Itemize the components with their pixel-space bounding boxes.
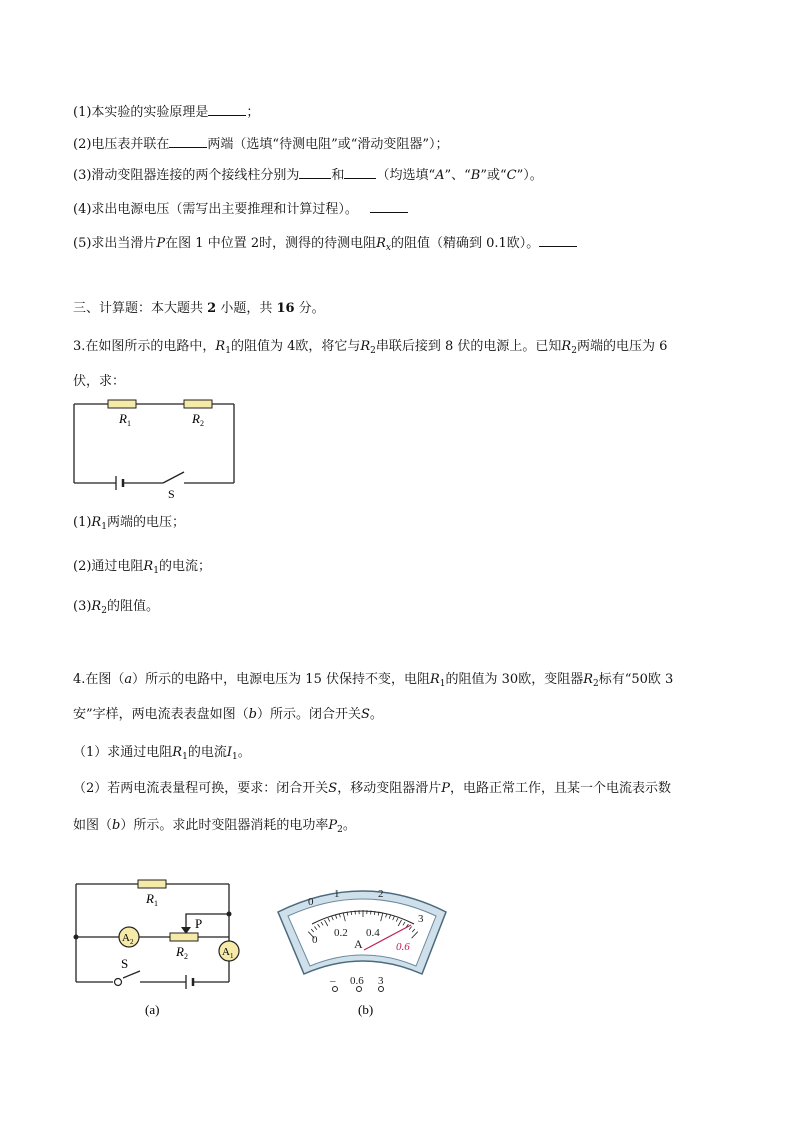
tick-top-3: 3 bbox=[418, 913, 424, 925]
answer-blank bbox=[169, 135, 207, 148]
tick-bottom-06: 0.6 bbox=[396, 941, 410, 953]
q2-part3: (3)滑动变阻器连接的两个接线柱分别为 和 （均选填“A”、“B”或“C”）。 bbox=[73, 168, 543, 183]
label-slider-p: P bbox=[195, 916, 203, 931]
q4-sub2-line1: （2）若两电流表量程可换，要求：闭合开关S，移动变阻器滑片P，电路正常工作，且某一个电流表示数 bbox=[73, 781, 671, 796]
q2-part5: (5)求出当滑片P在图 1 中位置 2时，测得的待测电阻$R_x$的阻值（精确到 0.1欧）。 bbox=[73, 234, 577, 257]
answer-blank bbox=[344, 166, 376, 179]
tick-bottom-02: 0.2 bbox=[334, 927, 348, 939]
section-3-header: 三、计算题：本大题共 2 小题，共 16 分。 bbox=[73, 301, 325, 316]
terminal-06 bbox=[357, 987, 362, 992]
q3-sub3: $(3)R_2$的阻值。 bbox=[73, 599, 159, 616]
label-r2: $R_2$ bbox=[192, 411, 204, 428]
terminal-label-neg: – bbox=[330, 975, 336, 987]
tick-top-0: 0 bbox=[308, 896, 314, 908]
rheostat-r2 bbox=[170, 933, 198, 941]
switch-contact bbox=[115, 979, 122, 986]
terminal-label-06: 0.6 bbox=[350, 975, 364, 987]
q4-sub2-line2: 如图（b）所示。求此时变阻器消耗的电功率$P_2$。 bbox=[73, 818, 356, 835]
label-a1: $A_1$ bbox=[222, 946, 234, 960]
resistor-r1 bbox=[138, 880, 166, 888]
answer-blank bbox=[299, 166, 331, 179]
label-r2: $R_2$ bbox=[176, 944, 188, 961]
q3-sub2: (2)通过电阻$R_1$的电流； bbox=[73, 559, 211, 576]
terminal-label-3: 3 bbox=[378, 975, 384, 987]
q4-sub1: （1）求通过电阻$R_1$的电流$I_1$。 bbox=[73, 745, 251, 762]
answer-blank bbox=[370, 200, 408, 213]
answer-blank bbox=[208, 103, 246, 116]
label-a2: $A_2$ bbox=[122, 932, 134, 946]
q3-sub1: $(1)R_1$两端的电压； bbox=[73, 515, 185, 532]
caption-b: (b) bbox=[358, 1002, 374, 1017]
q4-stem-line2: 安”字样，两电流表表盘如图（b）所示。闭合开关S。 bbox=[73, 707, 383, 722]
q3-stem-line1: 3.在如图所示的电路中，$R_1$的阻值为 4欧，将它与$R_2$串联后接到 8 伏的电源上。已知$R_2$两端的电压为 6 bbox=[73, 339, 668, 356]
dial-unit: A bbox=[354, 937, 363, 951]
q4-stem-line1: 4.在图（a）所示的电路中，电源电压为 15 伏保持不变，电阻$R_1$的阻值为 30欧，变阻器$R_2$标有“50欧 3 bbox=[73, 672, 674, 689]
q3-circuit-diagram bbox=[66, 396, 246, 504]
terminal-neg bbox=[333, 987, 338, 992]
label-switch: S bbox=[168, 487, 175, 501]
label-r1: $R_1$ bbox=[119, 411, 131, 428]
tick-bottom-0: 0 bbox=[312, 934, 318, 946]
label-r1: $R_1$ bbox=[146, 891, 158, 908]
resistor-r2 bbox=[184, 400, 212, 408]
q2-part1: (1)本实验的实验原理是 ； bbox=[73, 105, 260, 120]
answer-blank bbox=[539, 234, 577, 247]
q2-part4: (4)求出电源电压（需写出主要推理和计算过程）。 bbox=[73, 200, 408, 219]
tick-top-1: 1 bbox=[334, 888, 340, 900]
caption-a: (a) bbox=[145, 1002, 160, 1017]
ammeter-dial-b bbox=[268, 872, 458, 1022]
tick-top-2: 2 bbox=[378, 888, 384, 900]
tick-bottom-04: 0.4 bbox=[366, 927, 380, 939]
q4-circuit-diagram-a bbox=[66, 872, 246, 1022]
q2-part2: (2)电压表并联在 两端（选填“待测电阻”或“滑动变阻器”）； bbox=[73, 137, 449, 152]
terminal-3 bbox=[379, 987, 384, 992]
label-switch: S bbox=[121, 956, 129, 971]
resistor-r1 bbox=[108, 400, 136, 408]
q3-stem-line2: 伏，求： bbox=[73, 374, 126, 389]
